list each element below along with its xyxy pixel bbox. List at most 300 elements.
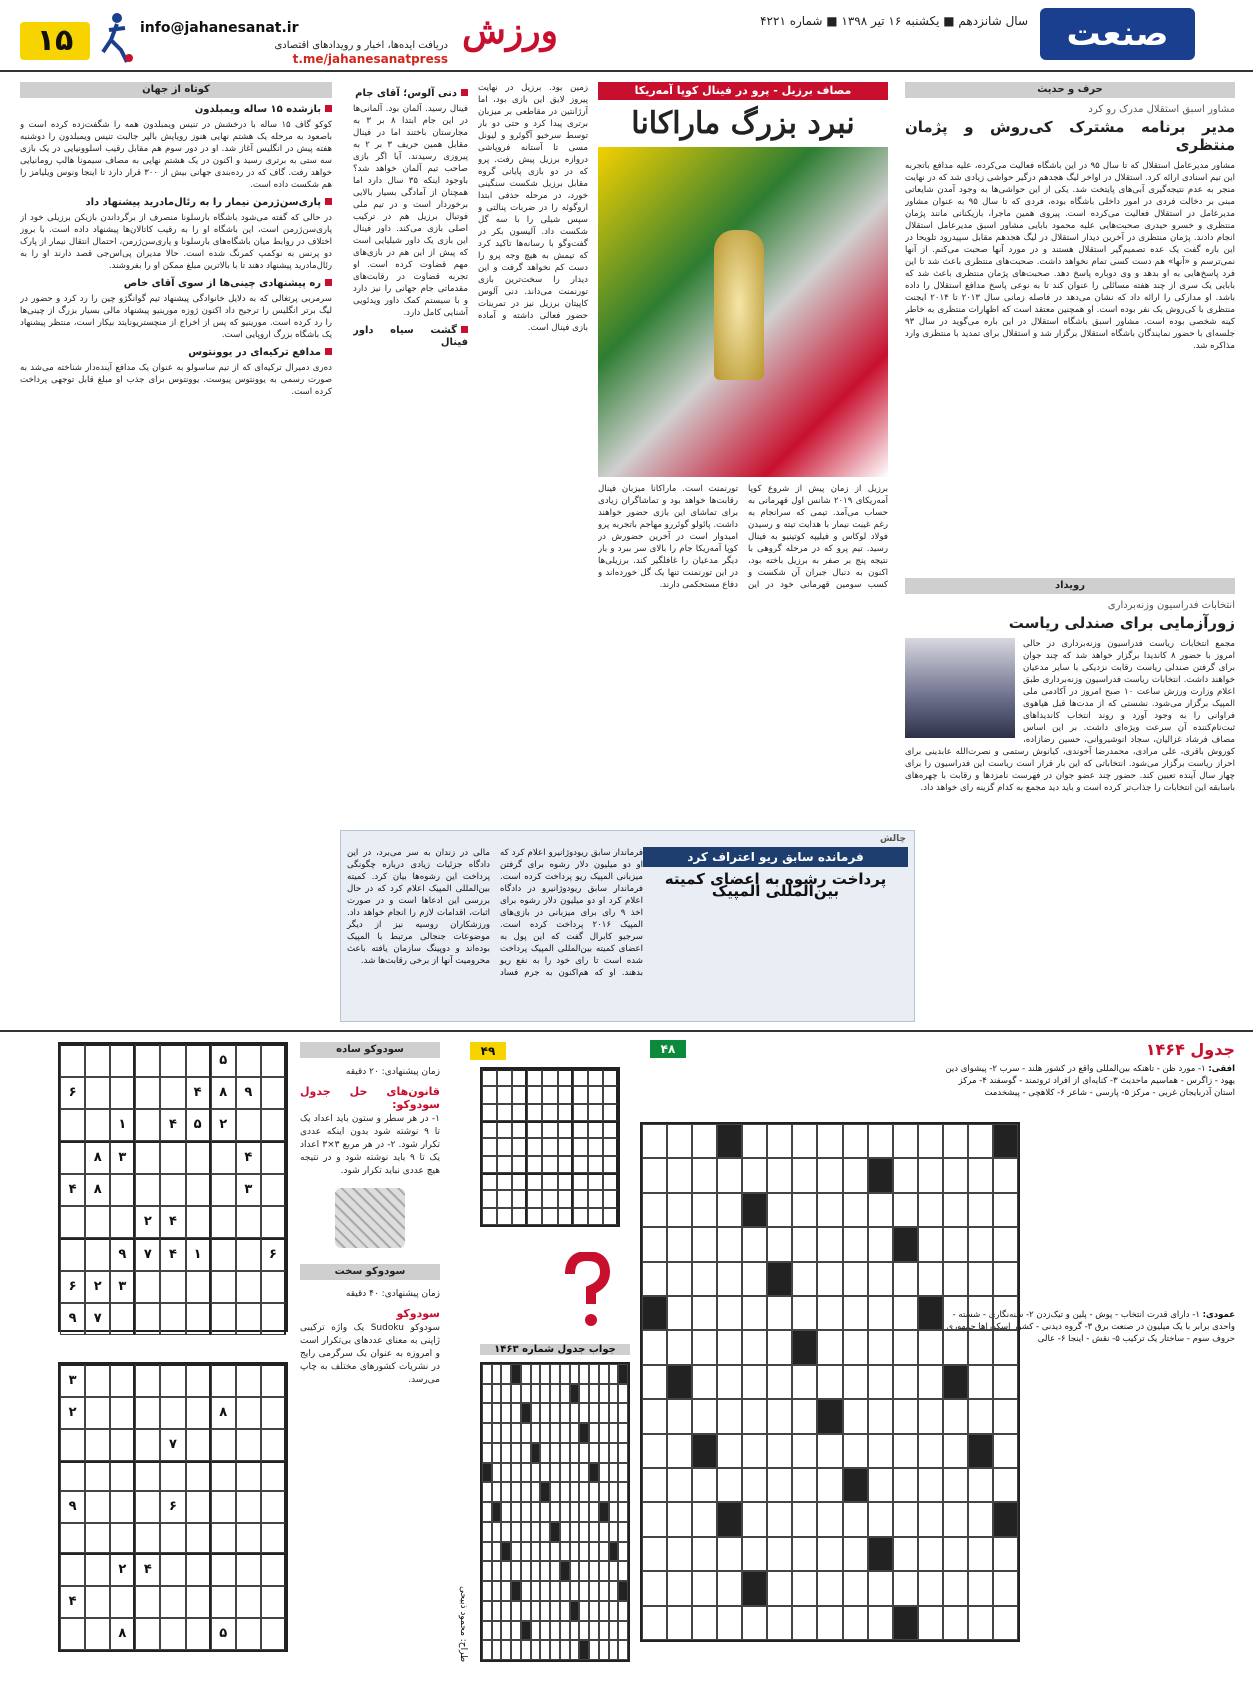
crossword-cell[interactable] — [492, 1482, 502, 1502]
sudoku-cell[interactable] — [135, 1303, 160, 1335]
crossword-cell[interactable] — [642, 1296, 667, 1330]
sudoku-cell[interactable] — [211, 1141, 236, 1174]
crossword-cell[interactable] — [667, 1227, 692, 1261]
crossword-cell[interactable] — [918, 1158, 943, 1192]
crossword-cell[interactable] — [968, 1124, 993, 1158]
crossword-cell[interactable] — [618, 1364, 628, 1384]
crossword-cell[interactable] — [589, 1384, 599, 1404]
crossword-cell[interactable] — [817, 1399, 842, 1433]
sudoku-cell[interactable] — [110, 1077, 135, 1109]
crossword-cell[interactable] — [742, 1296, 767, 1330]
crossword-cell[interactable] — [570, 1423, 580, 1443]
sudoku-cell[interactable] — [160, 1553, 185, 1586]
crossword-cell[interactable] — [482, 1423, 492, 1443]
crossword-cell[interactable] — [993, 1365, 1018, 1399]
sudoku-cell[interactable] — [85, 1044, 110, 1077]
sudoku-cell[interactable] — [512, 1173, 527, 1190]
crossword-cell[interactable] — [717, 1502, 742, 1536]
crossword-cell[interactable] — [642, 1158, 667, 1192]
sudoku-cell[interactable] — [160, 1044, 185, 1077]
crossword-cell[interactable] — [893, 1502, 918, 1536]
sudoku-cell[interactable] — [588, 1156, 603, 1173]
sudoku-cell[interactable] — [261, 1206, 286, 1238]
crossword-cell[interactable] — [599, 1384, 609, 1404]
crossword-cell[interactable] — [767, 1537, 792, 1571]
sudoku-cell[interactable] — [512, 1086, 527, 1103]
sudoku-cell[interactable] — [60, 1109, 85, 1141]
crossword-cell[interactable] — [717, 1330, 742, 1364]
sudoku-cell[interactable] — [482, 1104, 497, 1121]
sudoku-cell[interactable] — [573, 1104, 588, 1121]
crossword-cell[interactable] — [482, 1601, 492, 1621]
sudoku-cell[interactable] — [135, 1174, 160, 1206]
crossword-cell[interactable] — [918, 1330, 943, 1364]
sudoku-cell[interactable] — [512, 1138, 527, 1155]
crossword-cell[interactable] — [599, 1364, 609, 1384]
crossword-cell[interactable] — [540, 1581, 550, 1601]
crossword-cell[interactable] — [501, 1522, 511, 1542]
crossword-cell[interactable] — [521, 1502, 531, 1522]
crossword-cell[interactable] — [893, 1124, 918, 1158]
crossword-cell[interactable] — [501, 1502, 511, 1522]
crossword-cell[interactable] — [692, 1399, 717, 1433]
sudoku-cell[interactable] — [60, 1553, 85, 1586]
crossword-cell[interactable] — [692, 1502, 717, 1536]
crossword-cell[interactable] — [742, 1468, 767, 1502]
crossword-cell[interactable] — [618, 1581, 628, 1601]
sudoku-cell[interactable] — [542, 1069, 557, 1086]
crossword-cell[interactable] — [511, 1423, 521, 1443]
crossword-cell[interactable] — [521, 1621, 531, 1641]
crossword-cell[interactable] — [742, 1399, 767, 1433]
crossword-cell[interactable] — [609, 1384, 619, 1404]
sudoku-cell[interactable] — [85, 1618, 110, 1650]
crossword-cell[interactable] — [492, 1443, 502, 1463]
crossword-cell[interactable] — [579, 1522, 589, 1542]
crossword-cell[interactable] — [570, 1482, 580, 1502]
sudoku-cell[interactable] — [236, 1491, 261, 1523]
crossword-cell[interactable] — [492, 1522, 502, 1542]
sudoku-cell[interactable] — [135, 1271, 160, 1303]
crossword-cell[interactable] — [817, 1262, 842, 1296]
crossword-grid[interactable] — [640, 1122, 1020, 1642]
crossword-cell[interactable] — [482, 1384, 492, 1404]
sudoku-cell[interactable] — [558, 1069, 573, 1086]
crossword-cell[interactable] — [550, 1443, 560, 1463]
crossword-cell[interactable] — [501, 1384, 511, 1404]
sudoku-cell[interactable] — [211, 1523, 236, 1553]
crossword-cell[interactable] — [618, 1561, 628, 1581]
crossword-cell[interactable] — [579, 1443, 589, 1463]
crossword-cell[interactable] — [521, 1542, 531, 1562]
sudoku-cell[interactable]: ۶ — [60, 1077, 85, 1109]
crossword-cell[interactable] — [599, 1542, 609, 1562]
sudoku-cell[interactable] — [512, 1121, 527, 1138]
crossword-cell[interactable] — [618, 1463, 628, 1483]
sudoku-cell[interactable] — [542, 1104, 557, 1121]
sudoku-cell[interactable] — [135, 1077, 160, 1109]
sudoku-cell[interactable]: ۶ — [60, 1271, 85, 1303]
sudoku-cell[interactable] — [236, 1271, 261, 1303]
crossword-cell[interactable] — [767, 1330, 792, 1364]
crossword-cell[interactable] — [550, 1463, 560, 1483]
sudoku-cell[interactable] — [603, 1173, 618, 1190]
crossword-cell[interactable] — [550, 1601, 560, 1621]
crossword-cell[interactable] — [843, 1296, 868, 1330]
sudoku-cell[interactable] — [236, 1364, 261, 1397]
crossword-cell[interactable] — [843, 1193, 868, 1227]
crossword-cell[interactable] — [792, 1365, 817, 1399]
sudoku-cell[interactable] — [211, 1271, 236, 1303]
sudoku-cell[interactable] — [573, 1069, 588, 1086]
sudoku-cell[interactable] — [110, 1523, 135, 1553]
crossword-cell[interactable] — [599, 1443, 609, 1463]
sudoku-cell[interactable] — [211, 1364, 236, 1397]
crossword-cell[interactable] — [767, 1468, 792, 1502]
crossword-cell[interactable] — [943, 1606, 968, 1640]
sudoku-cell[interactable] — [160, 1618, 185, 1650]
sudoku-cell[interactable] — [482, 1121, 497, 1138]
sudoku-cell[interactable] — [85, 1364, 110, 1397]
crossword-cell[interactable] — [868, 1502, 893, 1536]
sudoku-cell[interactable]: ۳ — [110, 1271, 135, 1303]
crossword-cell[interactable] — [667, 1124, 692, 1158]
crossword-cell[interactable] — [589, 1443, 599, 1463]
crossword-cell[interactable] — [511, 1502, 521, 1522]
crossword-cell[interactable] — [767, 1502, 792, 1536]
crossword-cell[interactable] — [521, 1443, 531, 1463]
sudoku-cell[interactable] — [497, 1173, 512, 1190]
crossword-cell[interactable] — [692, 1571, 717, 1605]
crossword-cell[interactable] — [599, 1522, 609, 1542]
crossword-cell[interactable] — [511, 1364, 521, 1384]
crossword-cell[interactable] — [792, 1399, 817, 1433]
crossword-cell[interactable] — [618, 1601, 628, 1621]
sudoku-cell[interactable] — [236, 1618, 261, 1650]
sudoku-cell[interactable] — [512, 1190, 527, 1207]
crossword-cell[interactable] — [492, 1463, 502, 1483]
crossword-cell[interactable] — [570, 1522, 580, 1542]
sudoku-cell[interactable] — [603, 1208, 618, 1225]
crossword-cell[interactable] — [579, 1403, 589, 1423]
crossword-cell[interactable] — [492, 1403, 502, 1423]
sudoku-cell[interactable]: ۸ — [211, 1077, 236, 1109]
sudoku-cell[interactable] — [542, 1190, 557, 1207]
crossword-cell[interactable] — [482, 1621, 492, 1641]
sudoku-cell[interactable] — [110, 1461, 135, 1491]
crossword-cell[interactable] — [609, 1502, 619, 1522]
crossword-cell[interactable] — [692, 1227, 717, 1261]
sudoku-cell[interactable] — [512, 1069, 527, 1086]
crossword-cell[interactable] — [667, 1399, 692, 1433]
sudoku-cell[interactable] — [482, 1138, 497, 1155]
sudoku-cell[interactable] — [135, 1044, 160, 1077]
crossword-cell[interactable] — [501, 1482, 511, 1502]
sudoku-cell[interactable] — [558, 1208, 573, 1225]
crossword-cell[interactable] — [667, 1193, 692, 1227]
crossword-cell[interactable] — [918, 1434, 943, 1468]
crossword-cell[interactable] — [579, 1482, 589, 1502]
crossword-cell[interactable] — [492, 1561, 502, 1581]
crossword-cell[interactable] — [511, 1463, 521, 1483]
sudoku-cell[interactable] — [186, 1206, 211, 1238]
crossword-cell[interactable] — [993, 1606, 1018, 1640]
crossword-cell[interactable] — [667, 1434, 692, 1468]
crossword-cell[interactable] — [943, 1158, 968, 1192]
crossword-cell[interactable] — [993, 1124, 1018, 1158]
sudoku-cell[interactable] — [60, 1044, 85, 1077]
sudoku-cell[interactable] — [85, 1491, 110, 1523]
crossword-cell[interactable] — [609, 1364, 619, 1384]
crossword-cell[interactable] — [609, 1561, 619, 1581]
crossword-cell[interactable] — [893, 1399, 918, 1433]
sudoku-cell[interactable] — [160, 1174, 185, 1206]
crossword-cell[interactable] — [767, 1193, 792, 1227]
sudoku-cell[interactable] — [527, 1138, 542, 1155]
crossword-cell[interactable] — [843, 1262, 868, 1296]
crossword-cell[interactable] — [742, 1571, 767, 1605]
sudoku-cell[interactable]: ۹ — [236, 1077, 261, 1109]
crossword-cell[interactable] — [642, 1571, 667, 1605]
crossword-cell[interactable] — [817, 1158, 842, 1192]
crossword-cell[interactable] — [792, 1606, 817, 1640]
crossword-cell[interactable] — [968, 1434, 993, 1468]
crossword-cell[interactable] — [968, 1193, 993, 1227]
crossword-cell[interactable] — [742, 1502, 767, 1536]
sudoku-cell[interactable] — [85, 1206, 110, 1238]
crossword-cell[interactable] — [843, 1330, 868, 1364]
sudoku-cell[interactable] — [588, 1190, 603, 1207]
crossword-cell[interactable] — [742, 1227, 767, 1261]
sudoku-cell[interactable] — [186, 1586, 211, 1618]
sudoku-cell[interactable] — [85, 1523, 110, 1553]
sudoku-cell[interactable] — [211, 1491, 236, 1523]
crossword-cell[interactable] — [599, 1640, 609, 1660]
crossword-cell[interactable] — [993, 1399, 1018, 1433]
sudoku-cell[interactable] — [261, 1397, 286, 1429]
crossword-cell[interactable] — [817, 1502, 842, 1536]
sudoku-cell[interactable] — [512, 1104, 527, 1121]
crossword-cell[interactable] — [767, 1262, 792, 1296]
sudoku-cell[interactable] — [558, 1104, 573, 1121]
crossword-cell[interactable] — [482, 1581, 492, 1601]
sudoku-cell[interactable] — [135, 1618, 160, 1650]
crossword-cell[interactable] — [482, 1502, 492, 1522]
crossword-cell[interactable] — [692, 1193, 717, 1227]
crossword-cell[interactable] — [968, 1365, 993, 1399]
crossword-cell[interactable] — [893, 1330, 918, 1364]
crossword-cell[interactable] — [943, 1193, 968, 1227]
sudoku-cell[interactable] — [236, 1553, 261, 1586]
sudoku-cell[interactable] — [236, 1238, 261, 1271]
crossword-cell[interactable] — [868, 1537, 893, 1571]
sudoku-cell[interactable] — [588, 1121, 603, 1138]
crossword-cell[interactable] — [511, 1403, 521, 1423]
crossword-cell[interactable] — [492, 1621, 502, 1641]
sudoku-cell[interactable] — [135, 1523, 160, 1553]
sudoku-cell[interactable] — [186, 1491, 211, 1523]
sudoku-cell[interactable] — [211, 1429, 236, 1461]
crossword-cell[interactable] — [589, 1364, 599, 1384]
crossword-cell[interactable] — [692, 1296, 717, 1330]
crossword-cell[interactable] — [531, 1403, 541, 1423]
crossword-cell[interactable] — [742, 1262, 767, 1296]
crossword-cell[interactable] — [642, 1434, 667, 1468]
sudoku-cell[interactable] — [211, 1553, 236, 1586]
crossword-cell[interactable] — [993, 1158, 1018, 1192]
crossword-cell[interactable] — [599, 1403, 609, 1423]
sudoku-cell[interactable] — [135, 1491, 160, 1523]
crossword-cell[interactable] — [868, 1296, 893, 1330]
sudoku-cell[interactable]: ۲ — [60, 1397, 85, 1429]
sudoku-cell[interactable] — [512, 1208, 527, 1225]
telegram-link[interactable]: t.me/jahanesanatpress — [292, 52, 448, 66]
crossword-cell[interactable] — [589, 1561, 599, 1581]
sudoku-cell[interactable]: ۵ — [211, 1044, 236, 1077]
crossword-cell[interactable] — [609, 1621, 619, 1641]
crossword-cell[interactable] — [968, 1537, 993, 1571]
crossword-cell[interactable] — [482, 1463, 492, 1483]
sudoku-cell[interactable] — [60, 1206, 85, 1238]
sudoku-cell[interactable]: ۵ — [186, 1109, 211, 1141]
crossword-cell[interactable] — [993, 1434, 1018, 1468]
sudoku-cell[interactable]: ۶ — [160, 1491, 185, 1523]
sudoku-cell[interactable] — [110, 1429, 135, 1461]
crossword-cell[interactable] — [642, 1468, 667, 1502]
crossword-cell[interactable] — [482, 1403, 492, 1423]
sudoku-cell[interactable] — [85, 1238, 110, 1271]
crossword-cell[interactable] — [717, 1434, 742, 1468]
crossword-cell[interactable] — [550, 1542, 560, 1562]
sudoku-cell[interactable] — [135, 1461, 160, 1491]
crossword-cell[interactable] — [589, 1463, 599, 1483]
crossword-cell[interactable] — [843, 1227, 868, 1261]
sudoku-cell[interactable] — [110, 1491, 135, 1523]
crossword-cell[interactable] — [609, 1522, 619, 1542]
crossword-cell[interactable] — [717, 1262, 742, 1296]
crossword-cell[interactable] — [570, 1364, 580, 1384]
crossword-cell[interactable] — [717, 1227, 742, 1261]
crossword-cell[interactable] — [540, 1621, 550, 1641]
sudoku-cell[interactable]: ۲ — [85, 1271, 110, 1303]
sudoku-cell[interactable] — [573, 1190, 588, 1207]
sudoku-cell[interactable] — [482, 1190, 497, 1207]
sudoku-cell[interactable] — [527, 1069, 542, 1086]
sudoku-cell[interactable] — [603, 1104, 618, 1121]
crossword-cell[interactable] — [968, 1262, 993, 1296]
crossword-cell[interactable] — [893, 1296, 918, 1330]
crossword-cell[interactable] — [893, 1571, 918, 1605]
crossword-cell[interactable] — [868, 1571, 893, 1605]
crossword-cell[interactable] — [579, 1423, 589, 1443]
crossword-cell[interactable] — [767, 1399, 792, 1433]
crossword-cell[interactable] — [642, 1330, 667, 1364]
crossword-cell[interactable] — [560, 1364, 570, 1384]
crossword-cell[interactable] — [618, 1522, 628, 1542]
crossword-cell[interactable] — [492, 1640, 502, 1660]
crossword-cell[interactable] — [560, 1403, 570, 1423]
crossword-cell[interactable] — [492, 1423, 502, 1443]
crossword-cell[interactable] — [579, 1364, 589, 1384]
crossword-cell[interactable] — [618, 1482, 628, 1502]
crossword-cell[interactable] — [550, 1621, 560, 1641]
crossword-cell[interactable] — [692, 1262, 717, 1296]
sudoku-cell[interactable] — [527, 1121, 542, 1138]
sudoku-cell[interactable] — [110, 1303, 135, 1335]
crossword-cell[interactable] — [570, 1621, 580, 1641]
sudoku-cell[interactable] — [211, 1238, 236, 1271]
sudoku-cell[interactable] — [236, 1523, 261, 1553]
crossword-cell[interactable] — [579, 1621, 589, 1641]
crossword-cell[interactable] — [609, 1463, 619, 1483]
crossword-cell[interactable] — [609, 1542, 619, 1562]
sudoku-cell[interactable] — [60, 1523, 85, 1553]
sudoku-cell[interactable]: ۸ — [110, 1618, 135, 1650]
sudoku-cell[interactable] — [527, 1086, 542, 1103]
crossword-cell[interactable] — [501, 1423, 511, 1443]
crossword-cell[interactable] — [918, 1193, 943, 1227]
crossword-cell[interactable] — [792, 1158, 817, 1192]
sudoku-cell[interactable] — [527, 1173, 542, 1190]
crossword-cell[interactable] — [868, 1434, 893, 1468]
crossword-cell[interactable] — [893, 1468, 918, 1502]
crossword-cell[interactable] — [843, 1158, 868, 1192]
crossword-cell[interactable] — [618, 1621, 628, 1641]
sudoku-cell[interactable] — [497, 1208, 512, 1225]
crossword-cell[interactable] — [767, 1434, 792, 1468]
crossword-cell[interactable] — [717, 1606, 742, 1640]
crossword-cell[interactable] — [540, 1502, 550, 1522]
crossword-cell[interactable] — [560, 1443, 570, 1463]
crossword-cell[interactable] — [540, 1561, 550, 1581]
sudoku-cell[interactable] — [573, 1208, 588, 1225]
crossword-cell[interactable] — [817, 1124, 842, 1158]
sudoku-cell[interactable] — [497, 1086, 512, 1103]
crossword-cell[interactable] — [511, 1601, 521, 1621]
crossword-cell[interactable] — [968, 1468, 993, 1502]
crossword-cell[interactable] — [540, 1601, 550, 1621]
crossword-cell[interactable] — [531, 1601, 541, 1621]
sudoku-cell[interactable]: ۲ — [110, 1553, 135, 1586]
sudoku-cell[interactable] — [60, 1461, 85, 1491]
crossword-cell[interactable] — [618, 1542, 628, 1562]
crossword-cell[interactable] — [918, 1606, 943, 1640]
crossword-cell[interactable] — [968, 1606, 993, 1640]
sudoku-cell[interactable]: ۸ — [85, 1141, 110, 1174]
crossword-cell[interactable] — [521, 1423, 531, 1443]
crossword-cell[interactable] — [667, 1606, 692, 1640]
crossword-cell[interactable] — [868, 1365, 893, 1399]
crossword-cell[interactable] — [817, 1434, 842, 1468]
sudoku-cell[interactable]: ۴ — [236, 1141, 261, 1174]
crossword-cell[interactable] — [560, 1640, 570, 1660]
sudoku-cell[interactable] — [588, 1086, 603, 1103]
sudoku-cell[interactable]: ۵ — [211, 1618, 236, 1650]
crossword-cell[interactable] — [843, 1502, 868, 1536]
crossword-cell[interactable] — [589, 1482, 599, 1502]
crossword-cell[interactable] — [717, 1158, 742, 1192]
crossword-cell[interactable] — [560, 1463, 570, 1483]
crossword-cell[interactable] — [717, 1399, 742, 1433]
crossword-cell[interactable] — [868, 1262, 893, 1296]
crossword-cell[interactable] — [599, 1482, 609, 1502]
crossword-cell[interactable] — [550, 1581, 560, 1601]
crossword-cell[interactable] — [579, 1463, 589, 1483]
crossword-cell[interactable] — [531, 1542, 541, 1562]
sudoku-cell[interactable] — [160, 1461, 185, 1491]
crossword-cell[interactable] — [501, 1542, 511, 1562]
sudoku-cell[interactable] — [160, 1586, 185, 1618]
